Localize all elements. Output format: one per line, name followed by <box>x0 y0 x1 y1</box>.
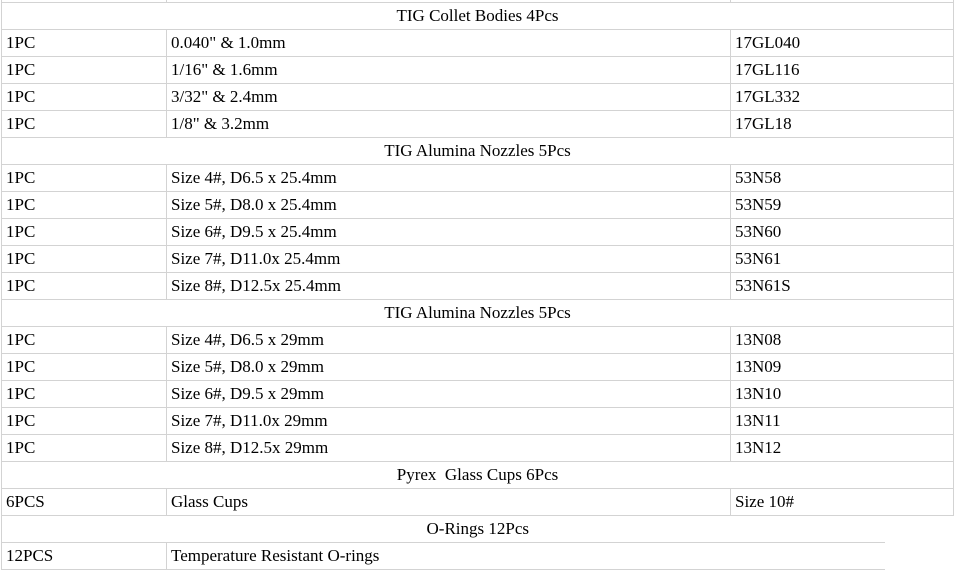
description-cell: Size 6#, D9.5 x 25.4mm <box>167 219 731 246</box>
section-header-row <box>2 300 954 327</box>
description-cell: Size 5#, D8.0 x 25.4mm <box>167 192 731 219</box>
description-cell: 1/8" & 3.2mm <box>167 111 731 138</box>
description-cell: Size 5#, D8.0 x 29mm <box>167 354 731 381</box>
spec-row <box>2 543 954 570</box>
description-cell: Temperature Resistant O-rings <box>167 543 954 570</box>
spec-row <box>2 30 954 57</box>
qty-cell: 12PCS <box>2 543 167 570</box>
description-cell: 3/32" & 2.4mm <box>167 84 731 111</box>
part-number-cell: 17GL18 <box>731 111 954 138</box>
part-number-cell: 13N10 <box>731 381 954 408</box>
qty-cell: 1PC <box>2 84 167 111</box>
part-number-cell: 53N60 <box>731 219 954 246</box>
spec-row <box>2 408 954 435</box>
section-header-row <box>2 3 954 30</box>
description-cell: Size 6#, D9.5 x 29mm <box>167 381 731 408</box>
qty-cell: 1PC <box>2 165 167 192</box>
section-header: Pyrex Glass Cups 6Pcs <box>2 462 954 489</box>
qty-cell: 1PC <box>2 327 167 354</box>
spec-row <box>2 327 954 354</box>
qty-cell: 1PC <box>2 381 167 408</box>
qty-cell: 1PC <box>2 219 167 246</box>
qty-cell: 1PC <box>2 192 167 219</box>
description-cell: 0.040" & 1.0mm <box>167 30 731 57</box>
section-header: TIG Alumina Nozzles 5Pcs <box>2 300 954 327</box>
spec-table-body <box>2 0 954 570</box>
spec-row <box>2 489 954 516</box>
part-number-cell: Size 10# <box>731 489 954 516</box>
qty-cell: 1PC <box>2 354 167 381</box>
section-header-row <box>2 462 954 489</box>
spec-row <box>2 354 954 381</box>
spec-row <box>2 273 954 300</box>
section-header: O-Rings 12Pcs <box>2 516 954 543</box>
spec-row <box>2 219 954 246</box>
qty-cell: 1PC <box>2 57 167 84</box>
spec-row <box>2 111 954 138</box>
spec-row <box>2 57 954 84</box>
description-cell: Size 4#, D6.5 x 25.4mm <box>167 165 731 192</box>
spec-row <box>2 435 954 462</box>
border-fade-patch <box>885 522 967 576</box>
qty-cell: 6PCS <box>2 489 167 516</box>
part-number-cell: 17GL332 <box>731 84 954 111</box>
part-number-cell: 13N12 <box>731 435 954 462</box>
qty-cell: 1PC <box>2 246 167 273</box>
description-cell: Size 8#, D12.5x 25.4mm <box>167 273 731 300</box>
part-number-cell: 13N08 <box>731 327 954 354</box>
spec-row <box>2 246 954 273</box>
section-header-row <box>2 138 954 165</box>
spec-row <box>2 192 954 219</box>
part-number-cell: 53N58 <box>731 165 954 192</box>
description-cell: Size 7#, D11.0x 25.4mm <box>167 246 731 273</box>
product-spec-table <box>1 0 954 570</box>
qty-cell: 1PC <box>2 273 167 300</box>
section-header: TIG Alumina Nozzles 5Pcs <box>2 138 954 165</box>
part-number-cell: 17GL116 <box>731 57 954 84</box>
description-cell: Size 8#, D12.5x 29mm <box>167 435 731 462</box>
qty-cell: 1PC <box>2 435 167 462</box>
part-number-cell: 53N61 <box>731 246 954 273</box>
qty-cell: 1PC <box>2 408 167 435</box>
spec-row <box>2 84 954 111</box>
description-cell: 1/16" & 1.6mm <box>167 57 731 84</box>
spec-row <box>2 165 954 192</box>
part-number-cell: 53N61S <box>731 273 954 300</box>
qty-cell: 1PC <box>2 30 167 57</box>
part-number-cell: 53N59 <box>731 192 954 219</box>
spec-row <box>2 381 954 408</box>
description-cell: Size 7#, D11.0x 29mm <box>167 408 731 435</box>
part-number-cell: 17GL040 <box>731 30 954 57</box>
description-cell: Glass Cups <box>167 489 731 516</box>
section-header: TIG Collet Bodies 4Pcs <box>2 3 954 30</box>
qty-cell: 1PC <box>2 111 167 138</box>
part-number-cell: 13N09 <box>731 354 954 381</box>
section-header-row <box>2 516 954 543</box>
description-cell: Size 4#, D6.5 x 29mm <box>167 327 731 354</box>
part-number-cell: 13N11 <box>731 408 954 435</box>
